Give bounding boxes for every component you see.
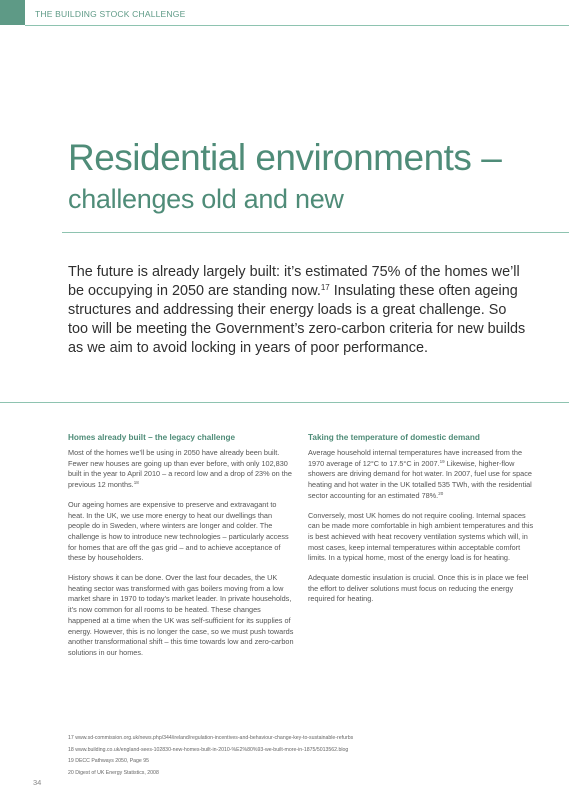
left-column-heading: Homes already built – the legacy challenge bbox=[68, 433, 235, 442]
left-paragraph-2: Our ageing homes are expensive to preserve and extravagant to heat. In the UK, we use more energy to heat our dwellings than people do in Sweden, where winters are longer and colder. The challenge is how to introduce new technologies – particularly access for homes that are off the gas grid – and to achieve acceptance of these by householders. bbox=[68, 499, 289, 563]
right-column-heading: Taking the temperature of domestic demand bbox=[308, 433, 480, 442]
left-paragraph-3: History shows it can be done. Over the last four decades, the UK heating sector was transformed with gas boilers moving from a low market share in 1970 to today’s market leader. In private households, it’s now common for all rooms to be heated. These changes happened at a time when the UK was self-sufficient for its supplies of energy. However, this is no longer the case, so we must push towards another transformational shift – this time towards low and zero-carbon solutions in our homes. bbox=[68, 573, 294, 657]
right-paragraph-1-text-b: Likewise, higher-flow showers are driving demand for hot water. In 2007, fuel use for space heating and hot water in the UK totalled 535 TWh, with the residential sector accounting for an estimated 78%. bbox=[308, 458, 532, 500]
intro-text-part1: The future is already largely built: it’s estimated 75% of the homes we’ll be occupying in 2050 are standing now. bbox=[68, 264, 520, 299]
left-column bbox=[68, 432, 294, 668]
section-divider bbox=[0, 402, 569, 403]
footnote-19: 19 DECC Pathways 2050, Page 95 bbox=[68, 758, 150, 765]
footnote-18: 18 www.building.co.uk/england-sees-102830-new-homes-built-in-2010-%E2%80%93-we-built-more-in-1875/5013562.blog bbox=[68, 746, 349, 753]
page-subtitle: challenges old and new bbox=[68, 184, 344, 214]
right-paragraph-1-text-a: Average household internal temperatures have increased from the 1970 average of 12°C to 17.5°C in 2007. bbox=[308, 448, 523, 468]
left-paragraph-1-text: Most of the homes we’ll be using in 2050 have already been built. Fewer new houses are going up than ever before, with only 102,830 built in the year to April 2010 – a record low and a drop of 23% on the previous 12 months. bbox=[68, 448, 292, 490]
section-tab-marker bbox=[0, 0, 25, 25]
title-rule bbox=[62, 232, 569, 233]
footnote-20: 20 Digest of UK Energy Statistics, 2008 bbox=[68, 769, 159, 776]
footnote-ref-18: 18 bbox=[133, 480, 139, 486]
footnote-ref-19: 19 bbox=[439, 458, 445, 464]
right-paragraph-3: Adequate domestic insulation is crucial. Once this is in place we feel the effort to deliver solutions must focus on reducing the energy required for heating. bbox=[308, 573, 529, 604]
right-paragraph-1 bbox=[308, 448, 534, 502]
footnote-17: 17 www.sd-commission.org.uk/news.php/344/ireland/regulation-incentives-and-behaviour-change-key-to-sustainable-refurbs bbox=[68, 735, 354, 741]
right-paragraph-2: Conversely, most UK homes do not require cooling. Internal spaces can be made more comfortable in high ambient temperatures and this is best achieved with heat recovery ventilation systems which will, in most cases, keep internal temperatures within acceptable comfort limits. In a typical home, most of the energy load is for heating. bbox=[308, 510, 534, 563]
running-head: THE BUILDING STOCK CHALLENGE bbox=[35, 9, 186, 19]
page-number: 34 bbox=[33, 778, 42, 787]
footnote-ref-20: 20 bbox=[438, 490, 444, 496]
page-title: Residential environments – bbox=[68, 137, 502, 178]
intro-paragraph bbox=[68, 263, 528, 358]
left-paragraph-1 bbox=[68, 448, 294, 491]
right-column bbox=[308, 432, 534, 614]
intro-footnote-ref: 17 bbox=[320, 283, 330, 292]
header-rule bbox=[25, 25, 569, 26]
footnotes bbox=[68, 733, 528, 779]
intro-text-part2: Insulating these often ageing structures and addressing their energy loads is a great challenge. So too will be meeting the Government’s zero-carbon criteria for new builds as we aim to avoid locking in years of poor performance. bbox=[68, 283, 526, 356]
